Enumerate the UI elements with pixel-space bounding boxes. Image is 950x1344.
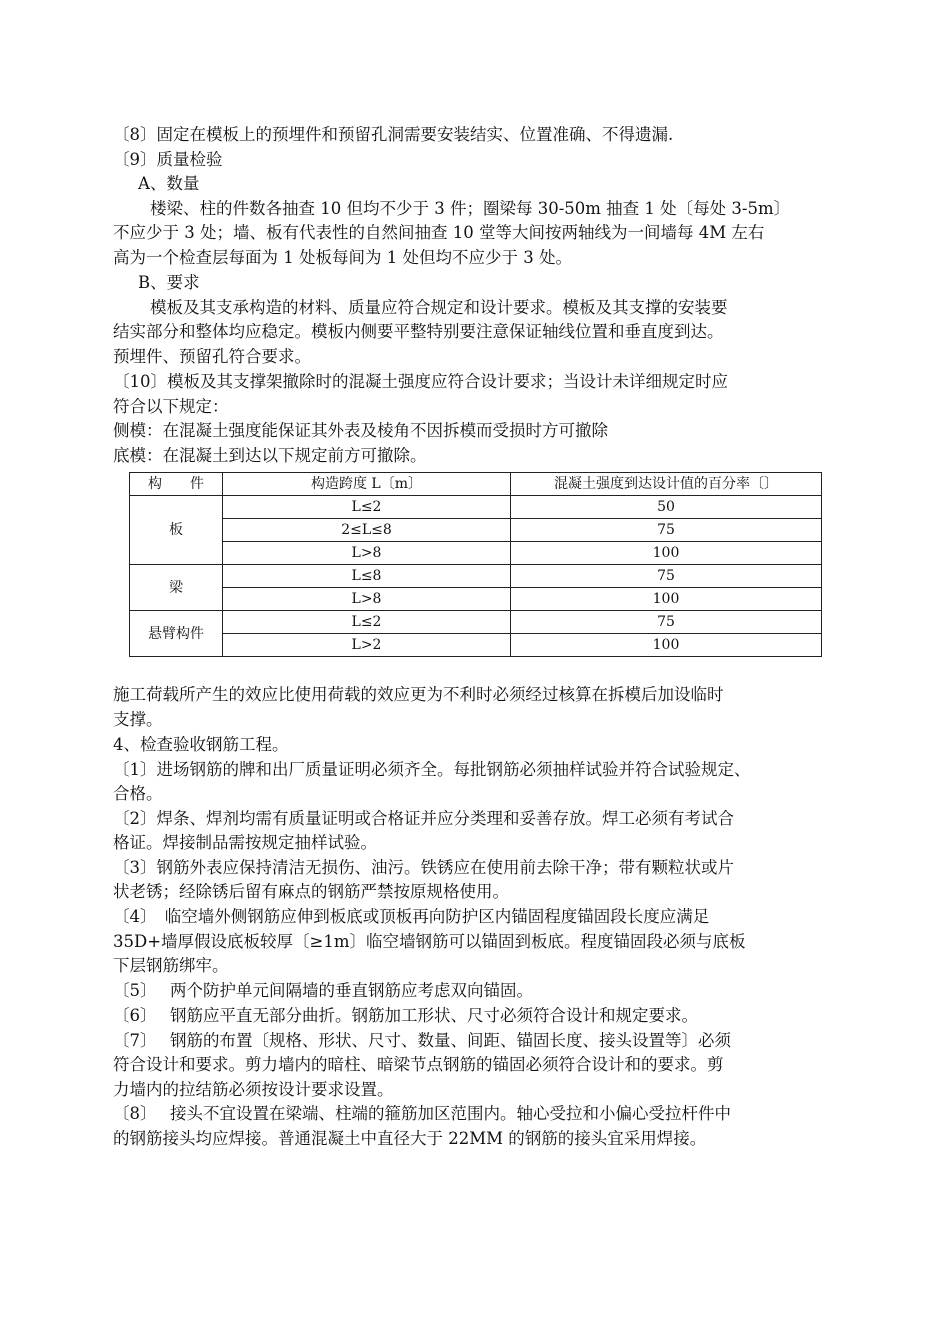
- header-span: 构造跨度 L〔m〕: [223, 473, 511, 496]
- text-line: B、要求: [138, 273, 200, 292]
- text-line: 〔8〕 接头不宜设置在梁端、柱端的箍筋加区范围内。轴心受拉和小偏心受拉杆件中: [113, 1104, 731, 1123]
- percent-cell: 50: [511, 496, 822, 519]
- text-line: 预埋件、预留孔符合要求。: [113, 347, 311, 366]
- text-line: 〔1〕进场钢筋的牌和出厂质量证明必须齐全。每批钢筋必须抽样试验并符合试验规定、: [113, 760, 751, 779]
- text-line: A、数量: [138, 174, 200, 193]
- text-line: 格证。焊接制品需按规定抽样试验。: [113, 833, 377, 852]
- table-row: [130, 588, 822, 611]
- member-cell: 悬臂构件: [130, 611, 223, 657]
- member-cell: 梁: [130, 565, 223, 611]
- text-line: 4、检查验收钢筋工程。: [113, 735, 289, 754]
- text-line: 侧模：在混凝土强度能保证其外表及棱角不因拆模而受损时方可撤除: [113, 421, 608, 440]
- text-line: 〔3〕钢筋外表应保持清洁无损伤、油污。铁锈应在使用前去除干净；带有颗粒状或片: [113, 858, 734, 877]
- text-line: 〔10〕模板及其支撑架撤除时的混凝土强度应符合设计要求；当设计未详细规定时应: [113, 372, 728, 391]
- text-line: 模板及其支承构造的材料、质量应符合规定和设计要求。模板及其支撑的安装要: [150, 298, 728, 317]
- text-line: 下层钢筋绑牢。: [113, 956, 229, 975]
- text-line: 高为一个检查层每面为 1 处板每间为 1 处但均不应少于 3 处。: [113, 248, 572, 267]
- percent-cell: 100: [511, 588, 822, 611]
- member-cell: 板: [130, 496, 223, 565]
- table-row: [130, 565, 822, 588]
- table-row: [130, 542, 822, 565]
- text-line: 〔5〕 两个防护单元间隔墙的垂直钢筋应考虑双向锚固。: [113, 981, 533, 1000]
- percent-cell: 100: [511, 634, 822, 657]
- text-line: 状老锈；经除锈后留有麻点的钢筋严禁按原规格使用。: [113, 882, 509, 901]
- table-row: [130, 611, 822, 634]
- formwork-removal-table: [129, 472, 822, 657]
- span-cell: L≤2: [223, 496, 511, 519]
- text-line: 〔8〕固定在模板上的预埋件和预留孔洞需要安装结实、位置准确、不得遗漏.: [113, 125, 674, 144]
- text-line: 支撑。: [113, 710, 163, 729]
- text-line: 底模：在混凝土到达以下规定前方可撤除。: [113, 446, 427, 465]
- percent-cell: 100: [511, 542, 822, 565]
- span-cell: L≤2: [223, 611, 511, 634]
- text-line: 〔2〕焊条、焊剂均需有质量证明或合格证并应分类理和妥善存放。焊工必须有考试合: [113, 809, 734, 828]
- text-line: 〔9〕质量检验: [113, 150, 223, 169]
- span-cell: L≤8: [223, 565, 511, 588]
- span-cell: 2≤L≤8: [223, 519, 511, 542]
- text-line: 结实部分和整体均应稳定。模板内侧要平整特别要注意保证轴线位置和垂直度到达。: [113, 322, 724, 341]
- span-cell: L>2: [223, 634, 511, 657]
- text-line: 〔6〕 钢筋应平直无部分曲折。钢筋加工形状、尺寸必须符合设计和规定要求。: [113, 1006, 698, 1025]
- text-line: 35D+墙厚假设底板较厚〔≥1m〕临空墙钢筋可以锚固到板底。程度锚固段必须与底板: [113, 932, 746, 951]
- text-line: 楼梁、柱的件数各抽查 10 但均不少于 3 件；圈梁每 30-50m 抽查 1 处〔每处 3-5m〕: [150, 199, 791, 218]
- text-line: 〔7〕 钢筋的布置〔规格、形状、尺寸、数量、间距、锚固长度、接头设置等〕必须: [113, 1031, 731, 1050]
- text-line: 力墙内的拉结筋必须按设计要求设置。: [113, 1080, 394, 1099]
- table-row: [130, 496, 822, 519]
- text-line: 符合设计和要求。剪力墙内的暗柱、暗梁节点钢筋的锚固必须符合设计和的要求。剪: [113, 1055, 724, 1074]
- text-line: 施工荷载所产生的效应比使用荷载的效应更为不利时必须经过核算在拆模后加设临时: [113, 685, 724, 704]
- header-member: 构 件: [130, 473, 223, 496]
- span-cell: L>8: [223, 542, 511, 565]
- header-strength-percent: 混凝土强度到达设计值的百分率〔〕: [511, 473, 822, 496]
- percent-cell: 75: [511, 519, 822, 542]
- text-line: 符合以下规定：: [113, 397, 229, 416]
- table-header-row: [130, 473, 822, 496]
- text-line: 〔4〕 临空墙外侧钢筋应伸到板底或顶板再向防护区内锚固程度锚固段长度应满足: [113, 907, 710, 926]
- table-row: [130, 634, 822, 657]
- percent-cell: 75: [511, 611, 822, 634]
- percent-cell: 75: [511, 565, 822, 588]
- text-line: 的钢筋接头均应焊接。普通混凝土中直径大于 22MM 的钢筋的接头宜采用焊接。: [113, 1129, 707, 1148]
- text-line: 合格。: [113, 784, 163, 803]
- span-cell: L>8: [223, 588, 511, 611]
- table-row: [130, 519, 822, 542]
- text-line: 不应少于 3 处；墙、板有代表性的自然间抽查 10 堂等大间按两轴线为一间墙每 4M 左右: [113, 223, 765, 242]
